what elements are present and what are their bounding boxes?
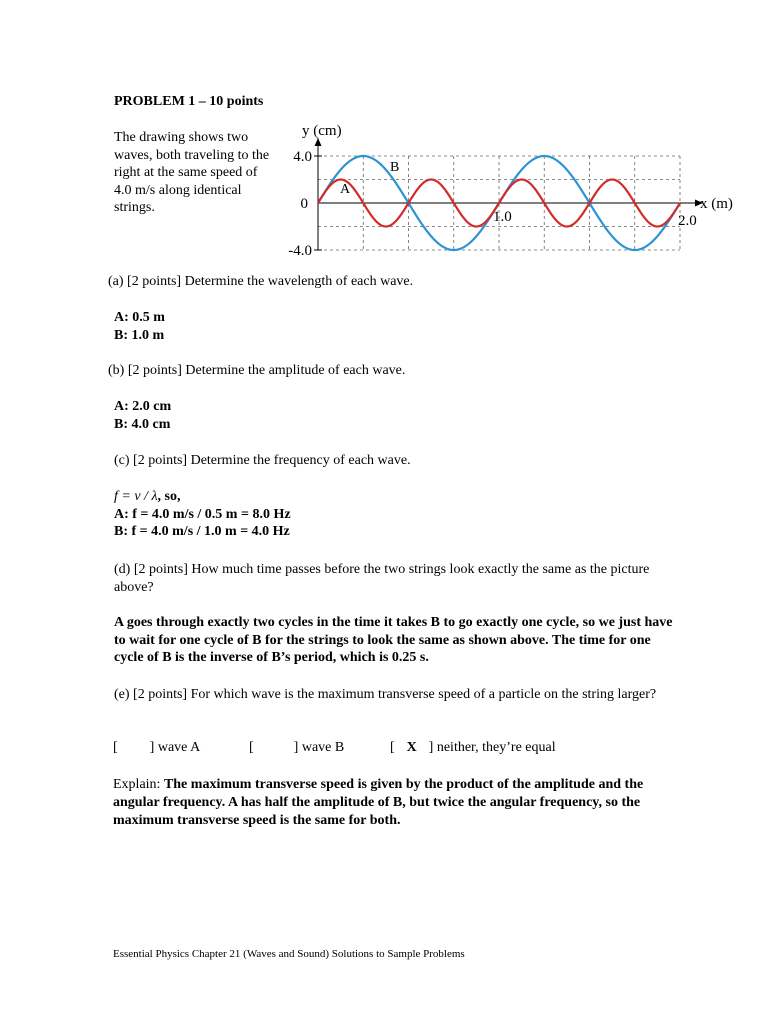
wave-chart	[280, 118, 740, 263]
answer-a	[114, 309, 674, 344]
answer-b-2: B: 4.0 cm	[114, 416, 171, 432]
problem-intro: The drawing shows two waves, both traveling to the right at the same speed of 4.0 m/s along identical strings.	[114, 130, 270, 215]
choice-neither-mark: X	[406, 740, 417, 755]
x-tick-label-2: 2.0	[678, 213, 697, 229]
answer-c	[114, 488, 674, 541]
choice-wave-a[interactable]: [ ] wave A	[113, 740, 201, 755]
frequency-formula: f = v / λ	[114, 489, 158, 504]
answer-b-1: A: 2.0 cm	[114, 399, 172, 414]
question-b: (b) [2 points] Determine the amplitude of each wave.	[108, 363, 406, 378]
problem-title: PROBLEM 1 – 10 points	[114, 94, 264, 109]
explain-text: The maximum transverse speed is given by the product of the amplitude and the angular frequency. A has half the amplitude of B, but twice the angular frequency, so the maximum transverse speed is the same for both.	[113, 777, 644, 828]
choice-neither-label: ] neither, they’re equal	[428, 740, 556, 755]
page-footer: Essential Physics Chapter 21 (Waves and Sound) Solutions to Sample Problems	[113, 948, 465, 960]
y-tick-label-bottom: -4.0	[288, 243, 312, 259]
y-axis-arrow	[315, 138, 322, 146]
choice-neither[interactable]: [ X ] neither, they’re equal	[390, 740, 556, 755]
x-axis-label: x (m)	[700, 196, 733, 212]
answer-a-1: A: 0.5 m	[114, 310, 165, 325]
answer-a-2: B: 1.0 m	[114, 327, 165, 343]
y-tick-label-zero: 0	[300, 196, 308, 212]
y-tick-label-top: 4.0	[293, 149, 312, 165]
explain-label: Explain:	[113, 777, 164, 792]
series-label-a: A	[340, 182, 351, 197]
answer-c-1: A: f = 4.0 m/s / 0.5 m = 8.0 Hz	[114, 506, 291, 522]
question-e: (e) [2 points] For which wave is the maximum transverse speed of a particle on the string larger?	[114, 687, 657, 702]
answer-b	[114, 398, 674, 433]
choice-wave-b-label: ] wave B	[293, 740, 345, 755]
x-tick-label-1: 1.0	[493, 209, 512, 225]
choice-wave-b[interactable]: [ ] wave B	[249, 740, 345, 755]
formula-suffix: , so,	[157, 489, 181, 504]
explanation	[113, 776, 683, 830]
question-d: (d) [2 points] How much time passes before the two strings look exactly the same as the picture above?	[114, 562, 650, 595]
y-axis-label: y (cm)	[302, 123, 342, 139]
question-a: (a) [2 points] Determine the wavelength of each wave.	[108, 274, 414, 289]
choice-wave-a-label: ] wave A	[149, 740, 201, 755]
series-label-b: B	[390, 160, 400, 175]
answer-d: A goes through exactly two cycles in the time it takes B to go exactly one cycle, so we just have to wait for one cycle of B for the strings to look the same as shown above. The time for one cycle of B is the inverse of B’s period, which is 0.25 s.	[114, 615, 673, 665]
answer-c-2: B: f = 4.0 m/s / 1.0 m = 4.0 Hz	[114, 524, 290, 539]
question-c: (c) [2 points] Determine the frequency of each wave.	[114, 453, 411, 468]
